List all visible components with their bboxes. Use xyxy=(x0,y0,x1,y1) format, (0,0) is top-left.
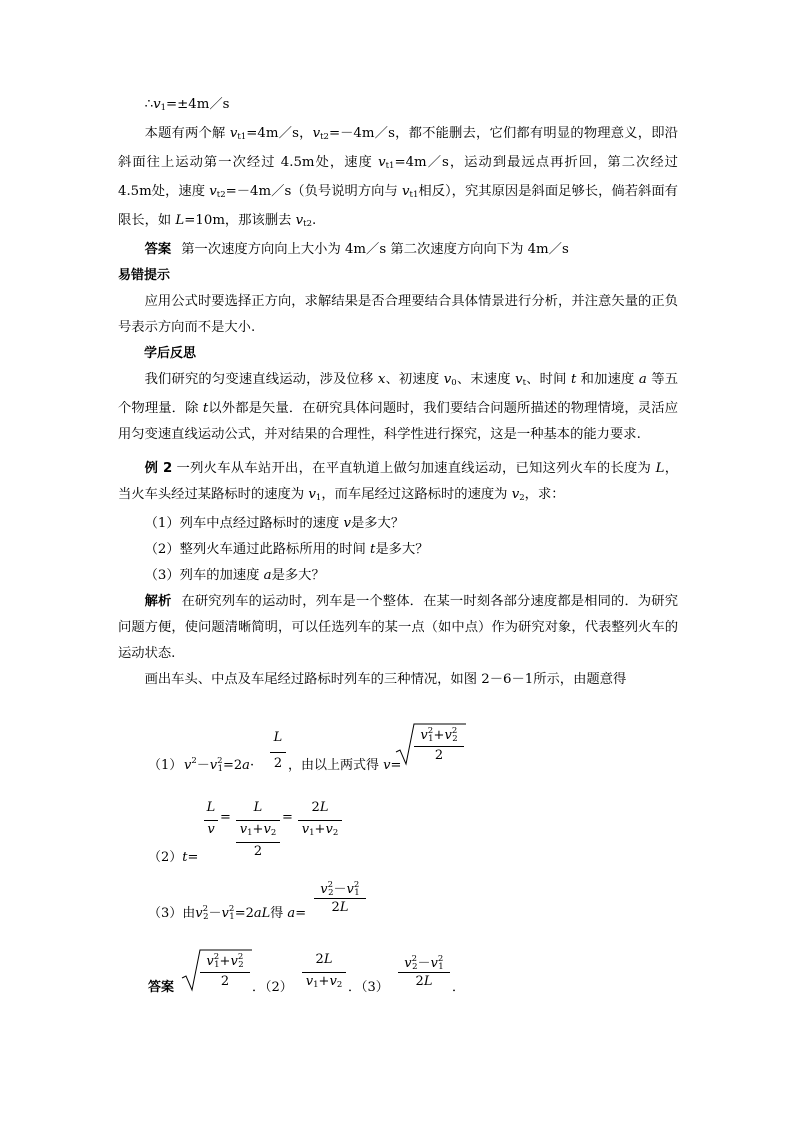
document-page xyxy=(118,92,679,995)
reflection-title: 学后反思 xyxy=(144,346,197,361)
question-1: （1）列车中点经过路标时的速度 v是多大？ xyxy=(144,516,405,531)
tip-text: 应用公式时要选择正方向，求解结果是否合理要结合具体情景进行分析，并注意矢量的正负号表示方向而不是大小. xyxy=(118,294,678,335)
answer-line xyxy=(118,237,678,263)
analysis-paragraph: 解析 在研究列车的运动时，列车是一个整体．在某一时刻各部分速度都是相同的．为研究问题方便，使问题清晰简明，可以任选列车的某一点（如中点）作为研究对象，代表整列火车的运动状态. xyxy=(118,594,679,661)
solution-paragraph: 本题有两个解 $v_{t1}=4m/s$，$v_{t2}=-4m/s$，都不能删去，它们都有明显的物理意义，即沿斜面往上运动第一次经过 4.5m处，速度 $v_{t1}=4m/s$，运动到最远点再折回，第二次经过 4.5m处，速度 $v_{t2}=-4m/s$（负号说明方向与 $v_{t1}$相反），究其原因是斜面足够长，倘若斜面有限长，如 L=10m，那该删去 $v_{t2}$. xyxy=(118,126,678,229)
formula-3: （3）由$v^2_2-v^2_1=2aL$得 a= xyxy=(148,904,307,922)
example2-label: 例 2 xyxy=(144,461,173,476)
example2-statement: 例 2 一列火车从车站开出，在平直轨道上做匀加速直线运动，已知这列火车的长度为 L，当火车头经过某路标时的速度为 $v_1$，而车尾经过这路标时的速度为 $v_2$，求： xyxy=(118,461,678,503)
formula-2: （2）t= xyxy=(148,850,199,865)
v1-result: $\therefore v_1=\pm 4m/s$ xyxy=(144,97,230,113)
final-answer: 答案 xyxy=(148,980,175,995)
reflection-text: 我们研究的匀变速直线运动，涉及位移 x、初速度 $v_0$、末速度 $v_t$、时间 t 和加速度 a 等五个物理量．除 t以外都是矢量．在研究具体问题时，我们要结合问题所描述的物理情境，灵活应用匀变速直线运动公式，并对结果的合理性，科学性进行探究，这是一种基本的能力要求. xyxy=(118,372,678,442)
figure-reference: 画出车头、中点及车尾经过路标时列车的三种情况，如图 2－6－1所示，由题意得 xyxy=(144,672,627,687)
formula-block: （1） $v^2-v^2_1=2a\cdot$ L 2 ，由以上两式得 v= $v^2_1+v^2_2$ 2 L v = L $v_1+v_2$ 2 = 2L $v_1+v_2$ （2）t= （3）由$v^2_2-v^2_1=2aL$得 a= $v^2_2-v^2_1$ 2L 答案 $v^2_1+v^2_2$ 2 ．（2） 2L $v_1+v_2$ ．（3） $v^2_2-v^2_1$ 2L ． xyxy=(118,730,678,1060)
answer-label: 答案 xyxy=(144,242,172,257)
answer-text: 第一次速度方向向上大小为 4m／s 第二次速度方向向下为 4m／s xyxy=(181,242,569,257)
tip-title: 易错提示 xyxy=(118,268,171,283)
analysis-label: 解析 xyxy=(144,594,172,609)
question-3: （3）列车的加速度 a是多大？ xyxy=(144,568,325,583)
formula-1: （1） xyxy=(148,758,183,773)
question-2: （2）整列火车通过此路标所用的时间 t是多大？ xyxy=(144,542,429,557)
